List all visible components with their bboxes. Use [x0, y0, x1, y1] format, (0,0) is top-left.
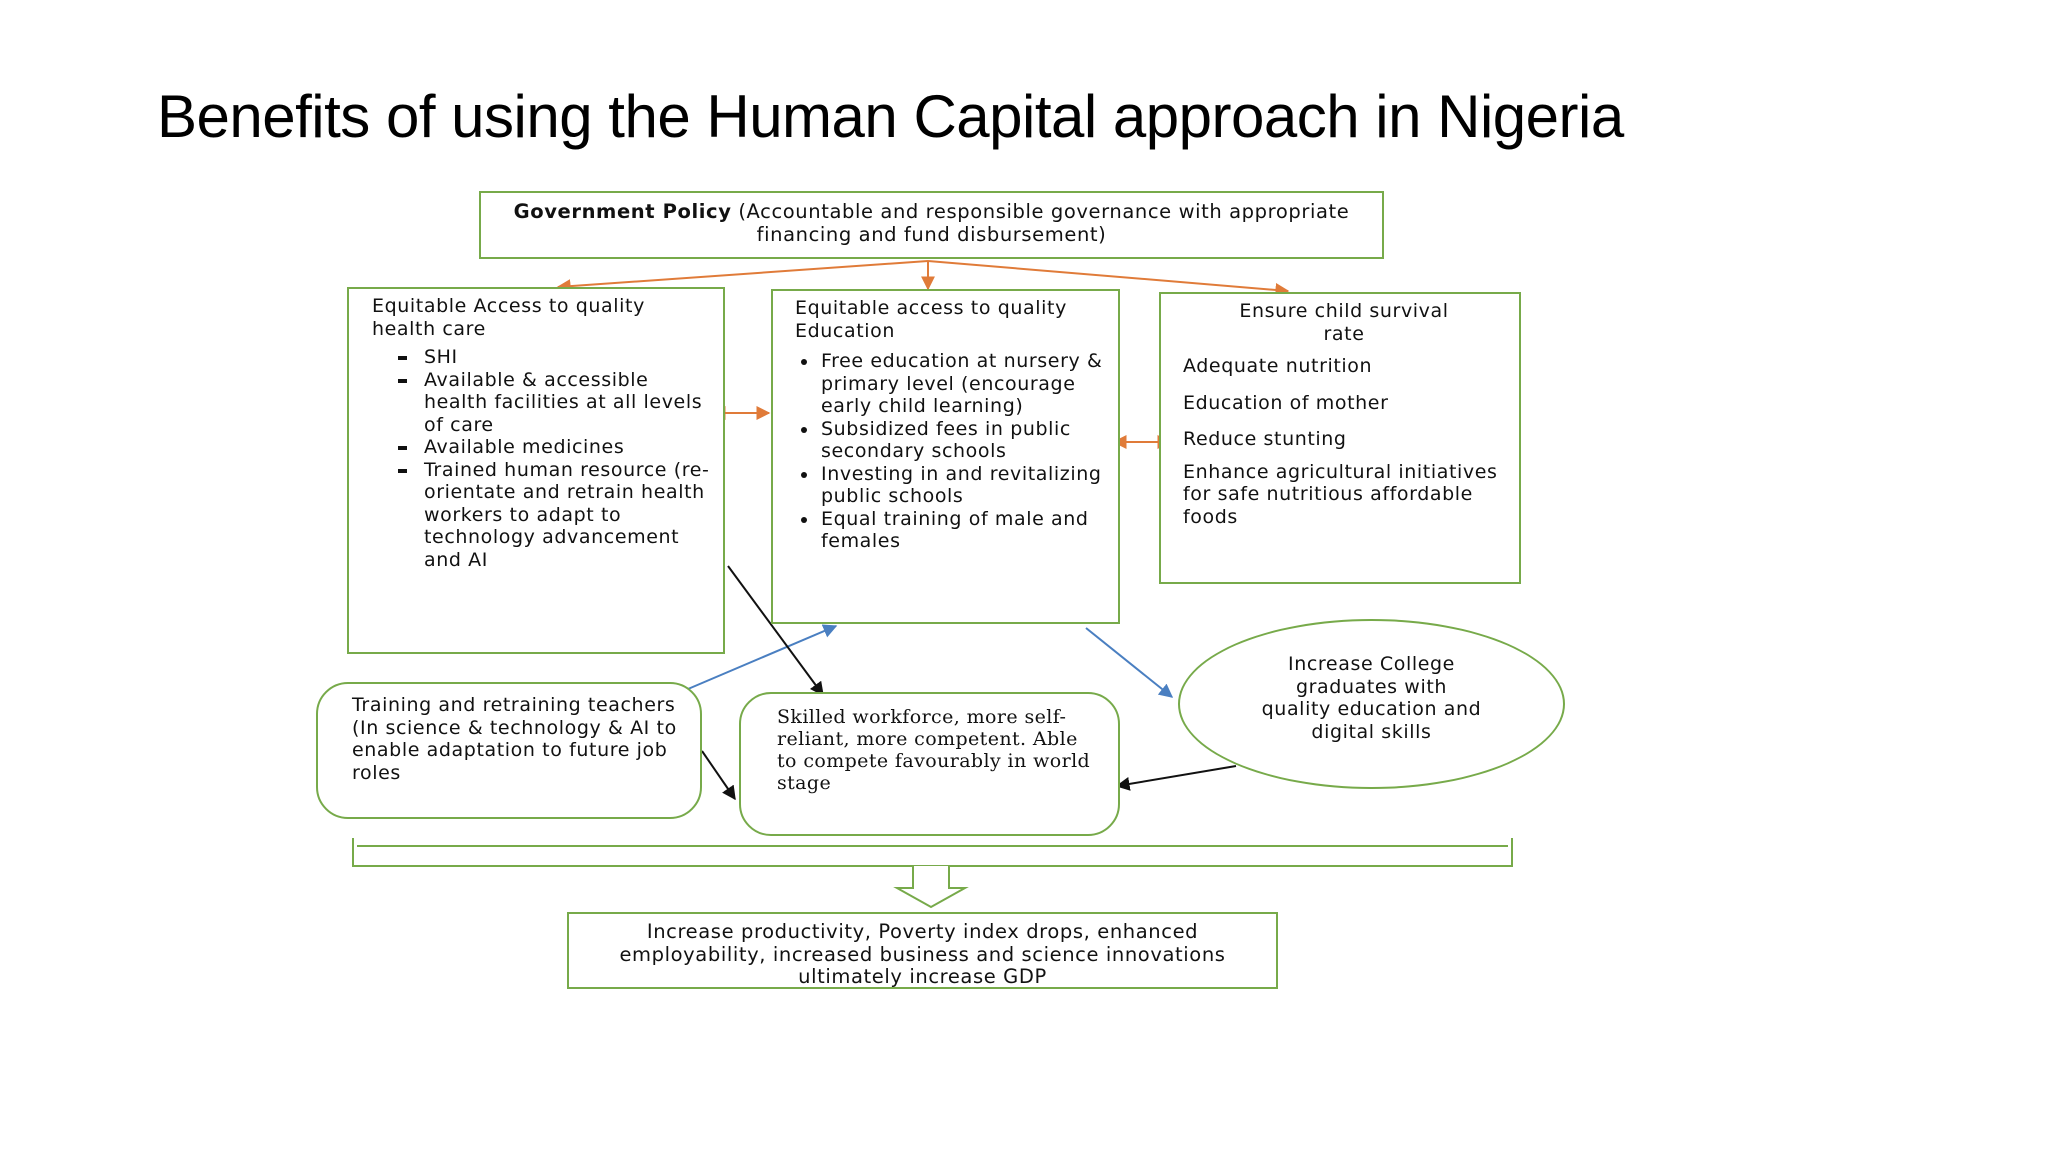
- college-graduates-ellipse: [1178, 619, 1565, 789]
- arrow-education-to-graduates: [1086, 628, 1172, 697]
- teachers-text: Training and retraining teachers (In science & technology & AI to enable adaptation to future job roles: [352, 694, 677, 784]
- policy-title: Government Policy: [513, 200, 732, 223]
- child-survival-box: [1159, 292, 1521, 584]
- education-item: Investing in and revitalizing public schools: [795, 463, 1110, 508]
- health-item: Available & accessible health facilities at all levels of care: [372, 369, 713, 437]
- education-item: Subsidized fees in public secondary schools: [795, 418, 1110, 463]
- health-item: Trained human resource (re-orientate and retrain health workers to adapt to technology advancement and AI: [372, 459, 713, 572]
- health-list: [372, 346, 713, 571]
- summary-bracket: [353, 838, 1512, 866]
- health-heading: Equitable Access to quality health care: [372, 295, 645, 340]
- education-box: [771, 289, 1120, 624]
- arrow-graduates-to-workforce: [1117, 766, 1236, 786]
- graduates-text: Increase College graduates with quality education and digital skills: [1261, 653, 1482, 743]
- down-arrow-to-outcome: [897, 866, 965, 907]
- workforce-text: Skilled workforce, more self- reliant, more competent. Able to compete favourably in world stage: [777, 706, 1091, 794]
- policy-description: (Accountable and responsible governance with appropriate financing and fund disbursement): [731, 200, 1350, 246]
- outcome-text: Increase productivity, Poverty index drops, enhanced employability, increased business and science innovations ultimately increase GDP: [619, 920, 1226, 988]
- health-care-box: [347, 287, 725, 654]
- government-policy-box: [479, 191, 1384, 259]
- child-item: Reduce stunting: [1183, 428, 1347, 450]
- health-item: Available medicines: [372, 436, 713, 459]
- outcome-box: [567, 912, 1278, 989]
- child-item: Education of mother: [1183, 391, 1389, 414]
- slide-title: Benefits of using the Human Capital approach in Nigeria: [157, 83, 1624, 150]
- arrow-policy-to-health: [558, 261, 928, 287]
- skilled-workforce-box: [739, 692, 1120, 836]
- child-item: Enhance agricultural initiatives for safe nutritious affordable foods: [1183, 460, 1498, 528]
- education-list: [795, 350, 1110, 553]
- education-heading: Equitable access to quality Education: [795, 297, 1067, 342]
- child-item: Adequate nutrition: [1183, 355, 1373, 377]
- health-item: SHI: [372, 346, 713, 369]
- arrow-teachers-to-workforce: [702, 751, 735, 799]
- child-heading: Ensure child survival rate: [1239, 300, 1449, 345]
- education-item: Free education at nursery & primary level (encourage early child learning): [795, 350, 1110, 418]
- arrow-policy-to-child: [928, 261, 1288, 291]
- teachers-training-box: [316, 682, 702, 819]
- education-item: Equal training of male and females: [795, 508, 1110, 553]
